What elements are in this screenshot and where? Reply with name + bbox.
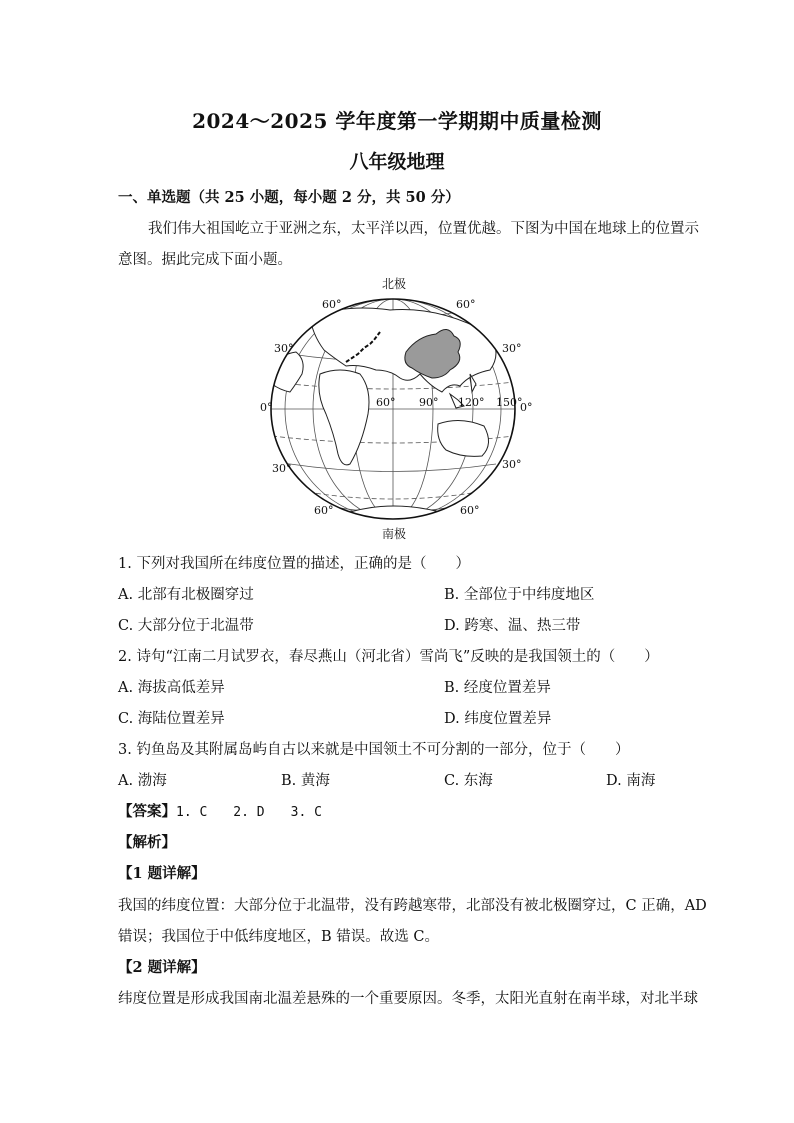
south-pole-label: 南极 xyxy=(382,527,407,541)
answer-label: 【答案】 xyxy=(118,803,176,820)
question-2-option-a: A. 海拔高低差异 xyxy=(118,680,225,696)
question-2-stem: 2. 诗句“江南二月试罗衣，春尽燕山（河北省）雪尚飞”反映的是我国领土的（ ） xyxy=(118,649,659,665)
q2-detail-title: 【2 题详解】 xyxy=(118,959,206,976)
lat-30n-right: 30° xyxy=(502,342,522,355)
intro-line-2: 意图。据此完成下面小题。 xyxy=(118,252,292,268)
analysis-label: 【解析】 xyxy=(118,834,176,851)
q2-detail-line-1: 纬度位置是形成我国南北温差悬殊的一个重要原因。冬季，太阳光直射在南半球，对北半球 xyxy=(118,991,698,1007)
question-1-option-a: A. 北部有北极圈穿过 xyxy=(118,587,254,603)
lat-0-right: 0° xyxy=(520,401,533,414)
lat-30s-left: 30° xyxy=(272,462,292,475)
question-1-stem: 1. 下列对我国所在纬度位置的描述，正确的是（ ） xyxy=(118,556,470,572)
q1-detail-title: 【1 题详解】 xyxy=(118,865,206,882)
north-pole-label: 北极 xyxy=(382,277,407,291)
lat-60n-right: 60° xyxy=(456,298,476,311)
question-3-stem: 3. 钓鱼岛及其附属岛屿自古以来就是中国领土不可分割的一部分，位于（ ） xyxy=(118,742,630,758)
lon-90-label: 90° xyxy=(419,396,439,409)
question-1-option-d: D. 跨寒、温、热三带 xyxy=(444,618,581,634)
question-3-option-d: D. 南海 xyxy=(606,773,656,789)
lat-30n-left: 30° xyxy=(274,342,294,355)
answer-value: 1. C 2. D 3. C xyxy=(176,805,322,820)
page-subtitle: 八年级地理 xyxy=(349,151,445,173)
question-2-option-d: D. 纬度位置差异 xyxy=(444,711,552,727)
lat-0-left: 0° xyxy=(260,401,273,414)
question-3-option-c: C. 东海 xyxy=(444,773,493,789)
section-heading: 一、单选题（共 25 小题，每小题 2 分，共 50 分） xyxy=(118,189,460,206)
lon-60-label: 60° xyxy=(376,396,396,409)
page-title: 2024～2025 学年度第一学期期中质量检测 xyxy=(192,109,602,133)
question-3-option-a: A. 渤海 xyxy=(118,773,167,789)
globe-map-figure xyxy=(250,274,540,542)
lon-150-label: 150° xyxy=(496,396,523,409)
lat-30s-right: 30° xyxy=(502,458,522,471)
lat-60s-left: 60° xyxy=(314,504,334,517)
lat-60n-left: 60° xyxy=(322,298,342,311)
question-1-option-c: C. 大部分位于北温带 xyxy=(118,618,254,634)
q1-detail-line-1: 我国的纬度位置：大部分位于北温带，没有跨越寒带，北部没有被北极圈穿过，C 正确，AD xyxy=(118,898,707,914)
question-2-option-b: B. 经度位置差异 xyxy=(444,680,551,696)
question-3-option-b: B. 黄海 xyxy=(281,773,330,789)
lon-120-label: 120° xyxy=(458,396,485,409)
question-2-option-c: C. 海陆位置差异 xyxy=(118,711,225,727)
question-1-option-b: B. 全部位于中纬度地区 xyxy=(444,587,595,603)
globe-interior xyxy=(271,299,515,524)
intro-line-1: 我们伟大祖国屹立于亚洲之东，太平洋以西，位置优越。下图为中国在地球上的位置示 xyxy=(148,221,699,237)
answer-row xyxy=(118,800,322,821)
lat-60s-right: 60° xyxy=(460,504,480,517)
q1-detail-line-2: 错误；我国位于中低纬度地区，B 错误。故选 C。 xyxy=(118,929,439,945)
